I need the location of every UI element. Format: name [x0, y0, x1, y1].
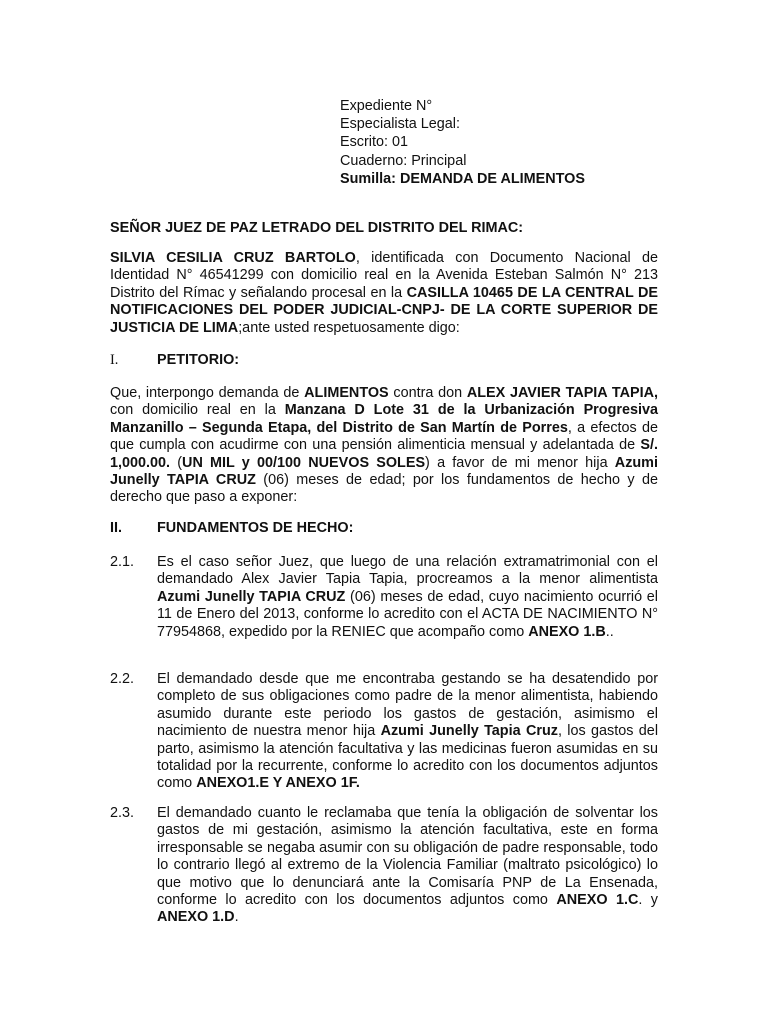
defendant-address: Manzana D Lote 31 de la Urbanización Progresiva Manzanillo – Segunda Etapa, del Distrito de San Martín de Porres — [110, 402, 658, 436]
petitorio-bold: ALIMENTOS — [304, 385, 389, 401]
section-label: FUNDAMENTOS DE HECHO: — [157, 520, 354, 536]
escrito-line: Escrito: 01 — [340, 134, 408, 151]
item-bold-run: ANEXO 1.C — [556, 892, 639, 909]
item-text-run: , los gastos del parto, asimismo la atención facultativa y las medicinas fueron asumidas en su totalidad por la recurrente, conforme lo acredito con los documentos adjuntos como — [157, 723, 659, 792]
sumilla-text: Sumilla: DEMANDA DE ALIMENTOS — [340, 170, 585, 187]
petitorio-text: Que, interpongo demanda de — [110, 385, 305, 401]
intro-closing: ;ante usted respetuosamente digo: — [238, 319, 460, 336]
child-name: Azumi Junelly TAPIA CRUZ — [110, 454, 658, 489]
section-label: PETITORIO: — [157, 352, 240, 368]
cuaderno-line: Cuaderno: Principal — [340, 152, 467, 169]
petitorio-text: ( — [170, 454, 183, 471]
intro-text: , identificada con Documento Nacional de Identidad N° 46541299 con domicilio real en la Avenida Esteban Salmón N° 213 Distrito del Rímac y señalando procesal en la — [110, 250, 658, 301]
case-header — [340, 98, 700, 189]
item-text — [157, 805, 658, 927]
item-number: 2.3. — [110, 805, 135, 821]
item-bold-run: ANEXO 1.D — [157, 909, 235, 926]
plaintiff-name: SILVIA CESILIA CRUZ BARTOLO — [110, 250, 356, 266]
addressee-heading: SEÑOR JUEZ DE PAZ LETRADO DEL DISTRITO DEL RIMAC: — [110, 220, 524, 236]
item-text-run: Es el caso señor Juez, que luego de una relación extramatrimonial con el demandado Alex Javier Tapia Tapia, procreamos a la menor alimentista — [157, 554, 658, 588]
item-number: 2.1. — [110, 554, 135, 570]
casilla-text: CASILLA 10465 DE LA CENTRAL DE NOTIFICACIONES DEL PODER JUDICIAL-CNPJ- DE LA CORTE SUPERIOR DE JUSTICIA DE LIMA — [110, 284, 658, 336]
especialista-line: Especialista Legal: — [340, 116, 460, 133]
section-number: I. — [110, 352, 119, 368]
item-text-run: . — [234, 909, 239, 926]
item-text-run: . y — [638, 892, 658, 909]
petitorio-text: con domicilio real en la — [110, 402, 285, 419]
item-bold-run: Azumi Junelly TAPIA CRUZ — [157, 588, 346, 605]
sumilla-line — [340, 171, 700, 189]
defendant-name: ALEX JAVIER TAPIA TAPIA, — [466, 385, 658, 401]
pension-amount: S/. 1,000.00. — [110, 437, 658, 471]
pension-amount-words: UN MIL y 00/100 NUEVOS SOLES — [182, 454, 426, 471]
item-text-run: El demandado cuanto le reclamaba que tenía la obligación de solventar los gastos de mi gestación, asimismo la atención facultativa, este en forma irresponsable se negaba asumir con su obligación de padre responsable, todo lo contrario llegó al extremo de la Violencia Familiar (maltrato psicológico) lo que motivo que lo denunciará ante la Comisaría PNP de La Ensenada, conforme lo acredito con los documentos adjuntos como — [157, 805, 658, 909]
item-text — [157, 554, 658, 641]
section-number: II. — [110, 520, 122, 536]
item-text-run: (06) meses de edad, cuyo nacimiento ocurrió el 11 de Enero del 2013, conforme lo acredito con el ACTA DE NACIMIENTO N° 77954868, expedido por la RENIEC que acompaño como — [157, 588, 658, 640]
petitorio-text: contra don — [388, 385, 467, 401]
item-bold-run: ANEXO1.E Y ANEXO 1F. — [196, 775, 360, 792]
petitorio-text: ) a favor de mi menor hija — [425, 454, 615, 471]
intro-paragraph — [110, 250, 658, 337]
petitorio-text: , a efectos de que cumpla con acudirme con una pensión alimenticia mensual y adelantada de — [110, 419, 658, 454]
item-number: 2.2. — [110, 671, 135, 687]
item-text — [157, 671, 658, 793]
section-fundamentos-title — [110, 520, 353, 537]
item-text-run: El demandado desde que me encontraba gestando se ha desatendido por completo de sus obligaciones como padre de la menor alimentista, habiendo asumido durante este periodo los gastos de gestación, asimismo el nacimiento de nuestra menor hija — [157, 671, 658, 740]
petitorio-paragraph — [110, 385, 658, 507]
section-petitorio-title — [110, 352, 239, 369]
petitorio-text: (06) meses de edad; por los fundamentos de hecho y de derecho que paso a exponer: — [110, 472, 658, 506]
item-bold-run: ANEXO 1.B — [528, 623, 606, 640]
item-bold-run: Azumi Junelly Tapia Cruz — [380, 723, 558, 740]
item-text-run: .. — [605, 623, 614, 640]
expediente-line: Expediente N° — [340, 98, 433, 114]
